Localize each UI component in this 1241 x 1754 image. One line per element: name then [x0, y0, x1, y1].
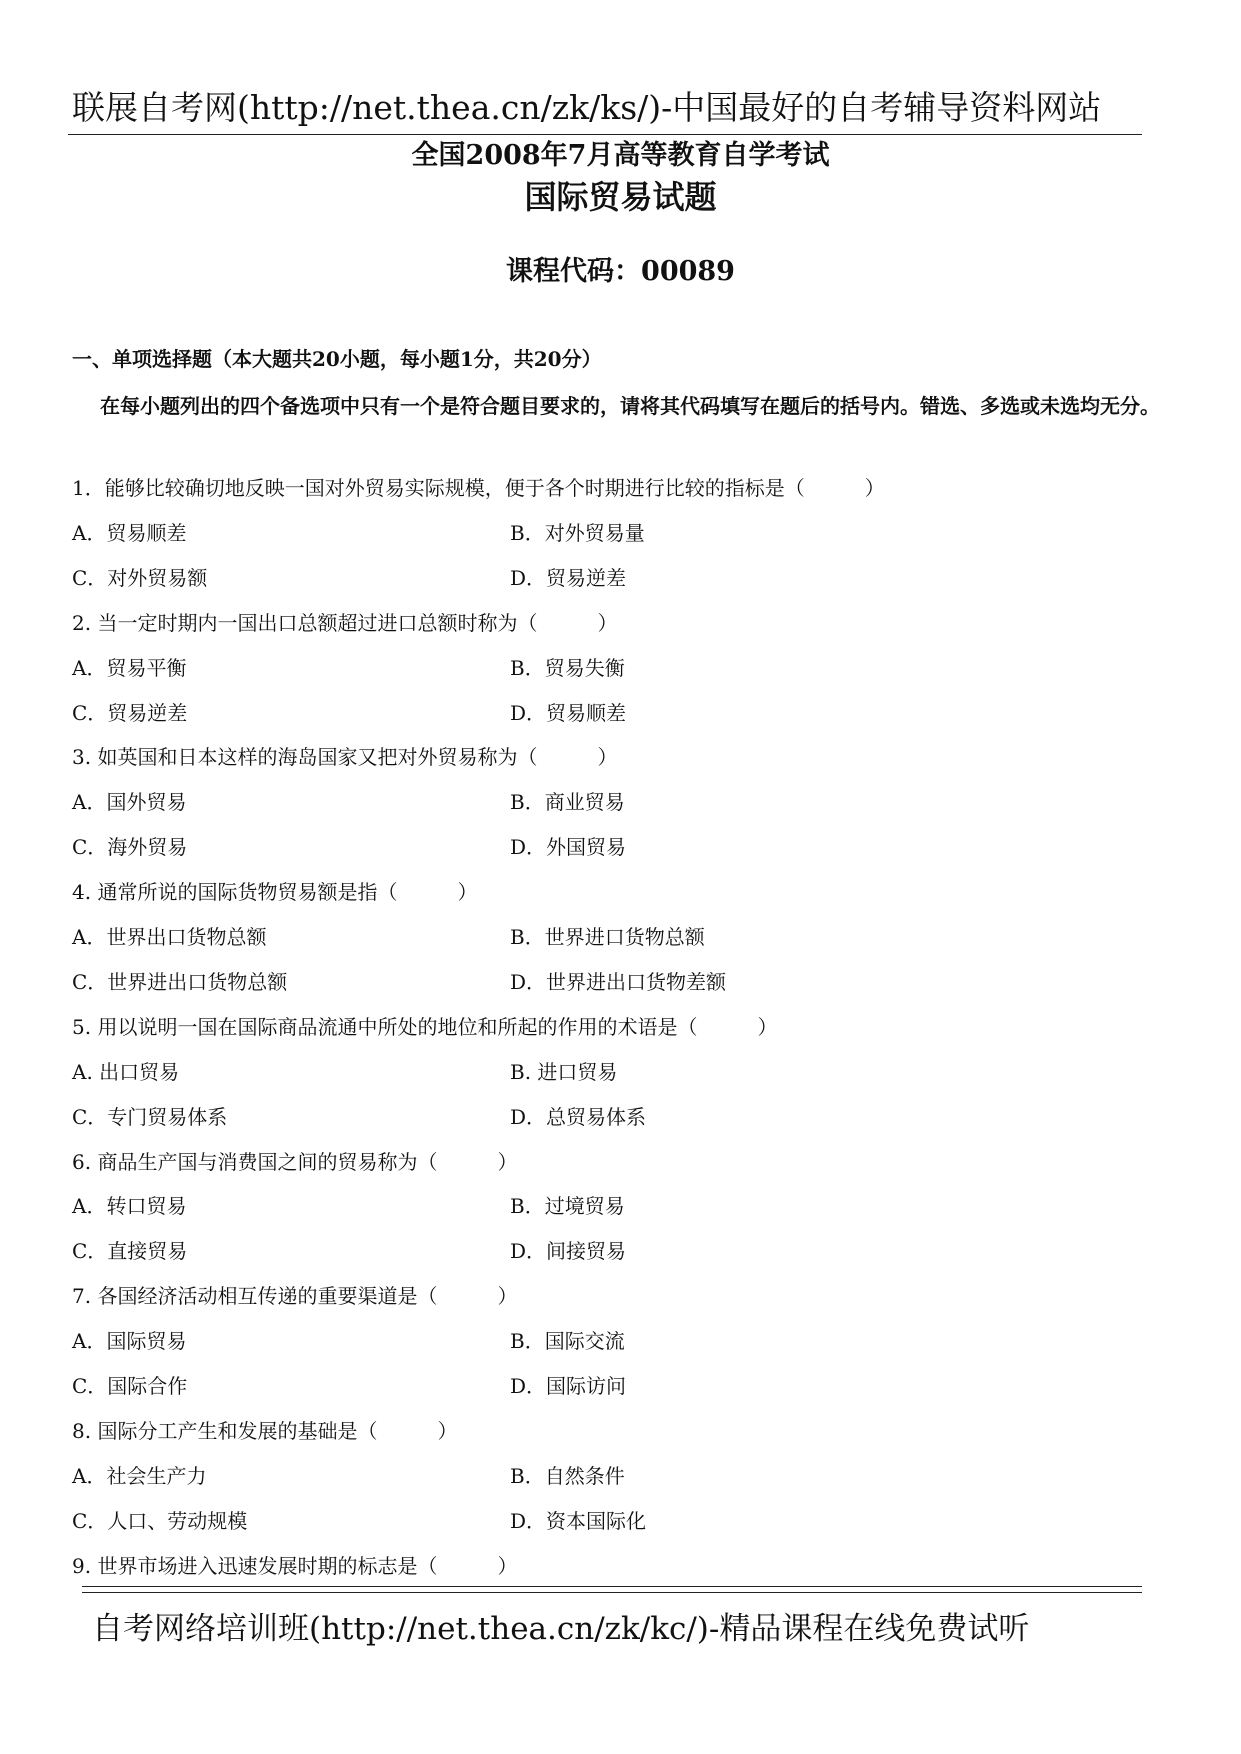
- section-heading: 一、单项选择题（本大题共20小题，每小题1分，共20分）: [72, 347, 602, 371]
- footer-divider-top: [82, 1586, 1142, 1587]
- answer-option: C．贸易逆差: [72, 700, 188, 725]
- question-stem: 7. 各国经济活动相互传递的重要渠道是（ ）: [72, 1284, 518, 1309]
- answer-option: D．资本国际化: [510, 1508, 647, 1533]
- answer-option: A．贸易顺差: [72, 520, 187, 545]
- answer-option: A. 出口贸易: [72, 1059, 180, 1084]
- answer-option: B．过境贸易: [510, 1194, 625, 1219]
- answer-option: A．世界出口货物总额: [72, 925, 267, 949]
- exam-title: 全国2008年7月高等教育自学考试: [411, 140, 830, 171]
- header-divider: [68, 134, 1142, 135]
- site-footer-text: 自考网络培训班(http://net.thea.cn/zk/kc/)-精品课程在线免费试听: [92, 1611, 1030, 1647]
- answer-option: B. 进口贸易: [510, 1059, 618, 1084]
- question-stem: 6. 商品生产国与消费国之间的贸易称为（ ）: [72, 1149, 518, 1174]
- answer-option: C．国际合作: [72, 1374, 188, 1398]
- question-stem: 9. 世界市场进入迅速发展时期的标志是（ ）: [72, 1553, 518, 1578]
- answer-option: B．贸易失衡: [510, 655, 625, 680]
- answer-option: D．贸易逆差: [510, 565, 627, 590]
- answer-option: B．商业贸易: [510, 790, 625, 815]
- answer-option: B．自然条件: [510, 1463, 625, 1488]
- question-stem: 4. 通常所说的国际货物贸易额是指（ ）: [72, 880, 478, 905]
- section-instructions: 在每小题列出的四个备选项中只有一个是符合题目要求的，请将其代码填写在题后的括号内。错选、多选或未选均无分。: [100, 394, 1160, 418]
- answer-option: C．人口、劳动规模: [72, 1508, 248, 1533]
- answer-option: A．国际贸易: [72, 1329, 187, 1354]
- answer-option: B．对外贸易量: [510, 520, 645, 545]
- question-stem: 1．能够比较确切地反映一国对外贸易实际规模，便于各个时期进行比较的指标是（ ）: [72, 476, 885, 500]
- footer-divider-bottom: [82, 1592, 1142, 1593]
- answer-option: D．贸易顺差: [510, 700, 627, 725]
- answer-option: C．对外贸易额: [72, 565, 208, 590]
- site-header-text: 联展自考网(http://net.thea.cn/zk/ks/)-中国最好的自考辅导资料网站: [72, 88, 1102, 127]
- answer-option: A．国外贸易: [72, 790, 187, 815]
- answer-option: B．国际交流: [510, 1329, 625, 1354]
- answer-option: C．世界进出口货物总额: [72, 969, 288, 994]
- answer-option: D．总贸易体系: [510, 1104, 647, 1129]
- answer-option: D．国际访问: [510, 1374, 627, 1398]
- answer-option: C．专门贸易体系: [72, 1104, 228, 1129]
- answer-option: A．转口贸易: [72, 1194, 187, 1219]
- answer-option: D．世界进出口货物差额: [510, 969, 727, 994]
- subject-title: 国际贸易试题: [524, 178, 717, 216]
- question-stem: 2. 当一定时期内一国出口总额超过进口总额时称为（ ）: [72, 610, 618, 635]
- course-code: 课程代码：00089: [506, 256, 735, 287]
- answer-option: C．直接贸易: [72, 1239, 188, 1264]
- question-stem: 5. 用以说明一国在国际商品流通中所处的地位和所起的作用的术语是（ ）: [72, 1014, 778, 1039]
- answer-option: A．贸易平衡: [72, 655, 187, 680]
- answer-option: C．海外贸易: [72, 835, 188, 860]
- question-stem: 8. 国际分工产生和发展的基础是（ ）: [72, 1418, 458, 1443]
- answer-option: D．外国贸易: [510, 835, 627, 860]
- answer-option: B．世界进口货物总额: [510, 925, 705, 949]
- answer-option: A．社会生产力: [72, 1463, 207, 1488]
- answer-option: D．间接贸易: [510, 1239, 627, 1264]
- question-stem: 3. 如英国和日本这样的海岛国家又把对外贸易称为（ ）: [72, 745, 618, 770]
